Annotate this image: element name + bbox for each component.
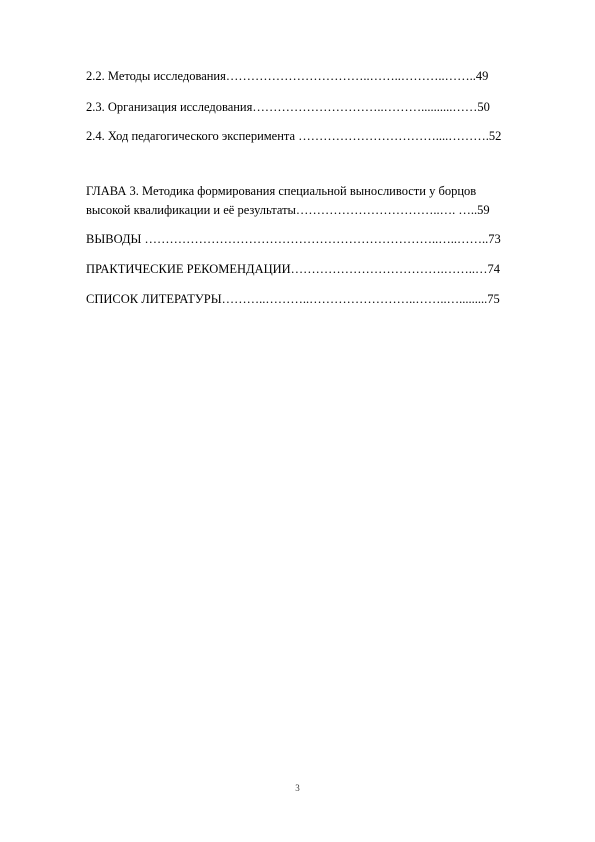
- toc-entry-conclusions: ВЫВОДЫ ……………………………………………………………..…..……..73: [86, 232, 501, 246]
- toc-entry-2-4: 2.4. Ход педагогического эксперимента ……………………………....……….52: [86, 129, 502, 143]
- toc-entry-chapter-3-line-1: ГЛАВА 3. Методика формирования специальной выносливости у борцов: [86, 184, 477, 198]
- toc-entry-chapter-3-line-2: высокой квалификации и её результаты……………………………..…. …..59: [86, 203, 490, 217]
- toc-entry-2-3: 2.3. Организация исследования…………………………..………..........……50: [86, 100, 490, 114]
- toc-entry-references: СПИСОК ЛИТЕРАТУРЫ………..………..……………………..……..….........75: [86, 292, 500, 306]
- page-number: 3: [295, 783, 300, 793]
- toc-entry-2-2: 2.2. Методы исследования……………………………..……..………..……..49: [86, 69, 489, 83]
- toc-entry-practical-recommendations: ПРАКТИЧЕСКИЕ РЕКОМЕНДАЦИИ……………………………….……..…74: [86, 262, 501, 276]
